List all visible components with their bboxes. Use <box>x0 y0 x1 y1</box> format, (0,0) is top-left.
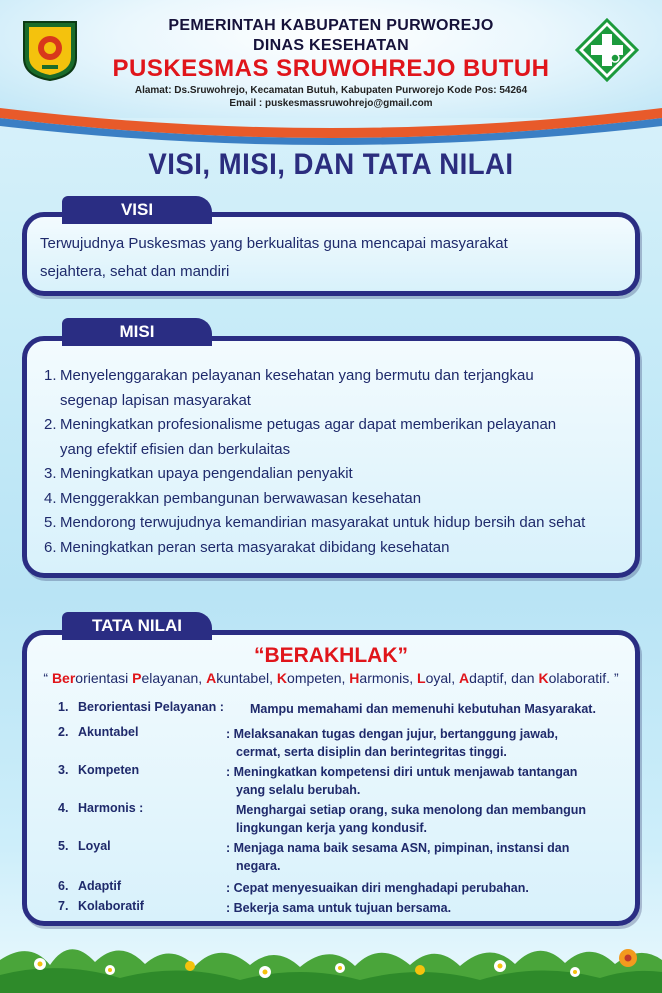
misi-item-continuation: yang efektif efisien dan berkulaitas <box>60 440 291 458</box>
misi-item: 5. Mendorong terwujudnya kemandirian masyarakat untuk hidup bersih dan sehat <box>44 514 586 531</box>
acronym-word-rest: kuntabel, <box>216 670 274 686</box>
misi-tab: MISI <box>62 318 212 346</box>
acronym-initial: A <box>459 670 470 686</box>
acronym-initial: A <box>206 670 217 686</box>
acronym-word-rest: elayanan, <box>141 670 203 686</box>
misi-item: 1. Menyelenggarakan pelayanan kesehatan yang bermutu dan terjangkau <box>44 367 534 384</box>
misi-item: 3. Meningkatkan upaya pengendalian penyakit <box>44 465 353 482</box>
grass-decoration <box>0 920 662 993</box>
nilai-item: 3. Kompeten : Meningkatkan kompetensi diri untuk menjawab tantangan yang selalu berubah. <box>58 763 578 797</box>
tata-nilai-list <box>58 700 618 917</box>
visi-text <box>40 230 620 286</box>
visi-line-2: sejahtera, sehat dan mandiri <box>40 263 230 280</box>
acronym-word-rest: daptif, dan <box>469 670 535 686</box>
acronym-word-rest: olaboratif. <box>548 670 611 686</box>
acronym-initial: K <box>538 670 549 686</box>
page-title: VISI, MISI, DAN TATA NILAI <box>148 148 514 181</box>
visi-line-1: Terwujudnya Puskesmas yang berkualitas guna mencapai masyarakat <box>40 235 508 252</box>
berakhlak-acronym: “ Berorientasi Pelayanan, Akuntabel, Kompeten, Harmonis, Loyal, Adaptif, dan Kolaboratif. ” <box>43 670 619 686</box>
misi-item-continuation: segenap lapisan masyarakat <box>60 391 251 409</box>
acronym-word-rest: armonis, <box>359 670 414 686</box>
nilai-item: 4. Harmonis : Menghargai setiap orang, suka menolong dan membangun lingkungan kerja yang kondusif. <box>58 801 587 835</box>
acronym-initial: P <box>132 670 142 686</box>
nilai-item: 2. Akuntabel : Melaksanakan tugas dengan jujur, bertanggung jawab, cermat, serta disiplin dan berintegritas tinggi. <box>58 725 559 759</box>
nilai-item: 6. Adaptif : Cepat menyesuaikan diri menghadapi perubahan. <box>58 879 529 895</box>
nilai-item: 7. Kolaboratif : Bekerja sama untuk tujuan bersama. <box>58 899 452 915</box>
visi-tab: VISI <box>62 196 212 224</box>
misi-item: 6. Meningkatkan peran serta masyarakat dibidang kesehatan <box>44 538 450 556</box>
acronym-initial: H <box>349 670 360 686</box>
nilai-item: 5. Loyal : Menjaga nama baik sesama ASN, pimpinan, instansi dan negara. <box>58 839 570 873</box>
header-email: Email : puskesmassruwohrejo@gmail.com <box>229 98 433 109</box>
misi-item: 4. Menggerakkan pembangunan berwawasan kesehatan <box>44 489 422 507</box>
header-address: Alamat: Ds.Sruwohrejo, Kecamatan Butuh, Kabupaten Purworejo Kode Pos: 54264 <box>134 85 528 96</box>
berakhlak-heading: “BERAKHLAK” <box>254 644 408 667</box>
acronym-word-rest: ompeten, <box>287 670 346 686</box>
acronym-initial: K <box>276 670 288 686</box>
header-department: DINAS KESEHATAN <box>253 37 409 54</box>
header-puskesmas-name: PUSKESMAS SRUWOHREJO BUTUH <box>112 55 550 82</box>
misi-item: 2. Meningkatkan profesionalisme petugas agar dapat memberikan pelayanan <box>44 416 557 433</box>
header-government: PEMERINTAH KABUPATEN PURWOREJO <box>168 17 494 34</box>
tata-nilai-tab: TATA NILAI <box>62 612 212 640</box>
acronym-word-rest: orientasi <box>75 670 129 686</box>
nilai-item: 1. Berorientasi Pelayanan : Mampu memahami dan memenuhi kebutuhan Masyarakat. <box>58 700 596 716</box>
acronym-word-rest: oyal, <box>425 670 456 686</box>
acronym-initial: L <box>417 670 426 686</box>
acronym-initial: Ber <box>51 670 76 686</box>
misi-list <box>44 364 629 560</box>
